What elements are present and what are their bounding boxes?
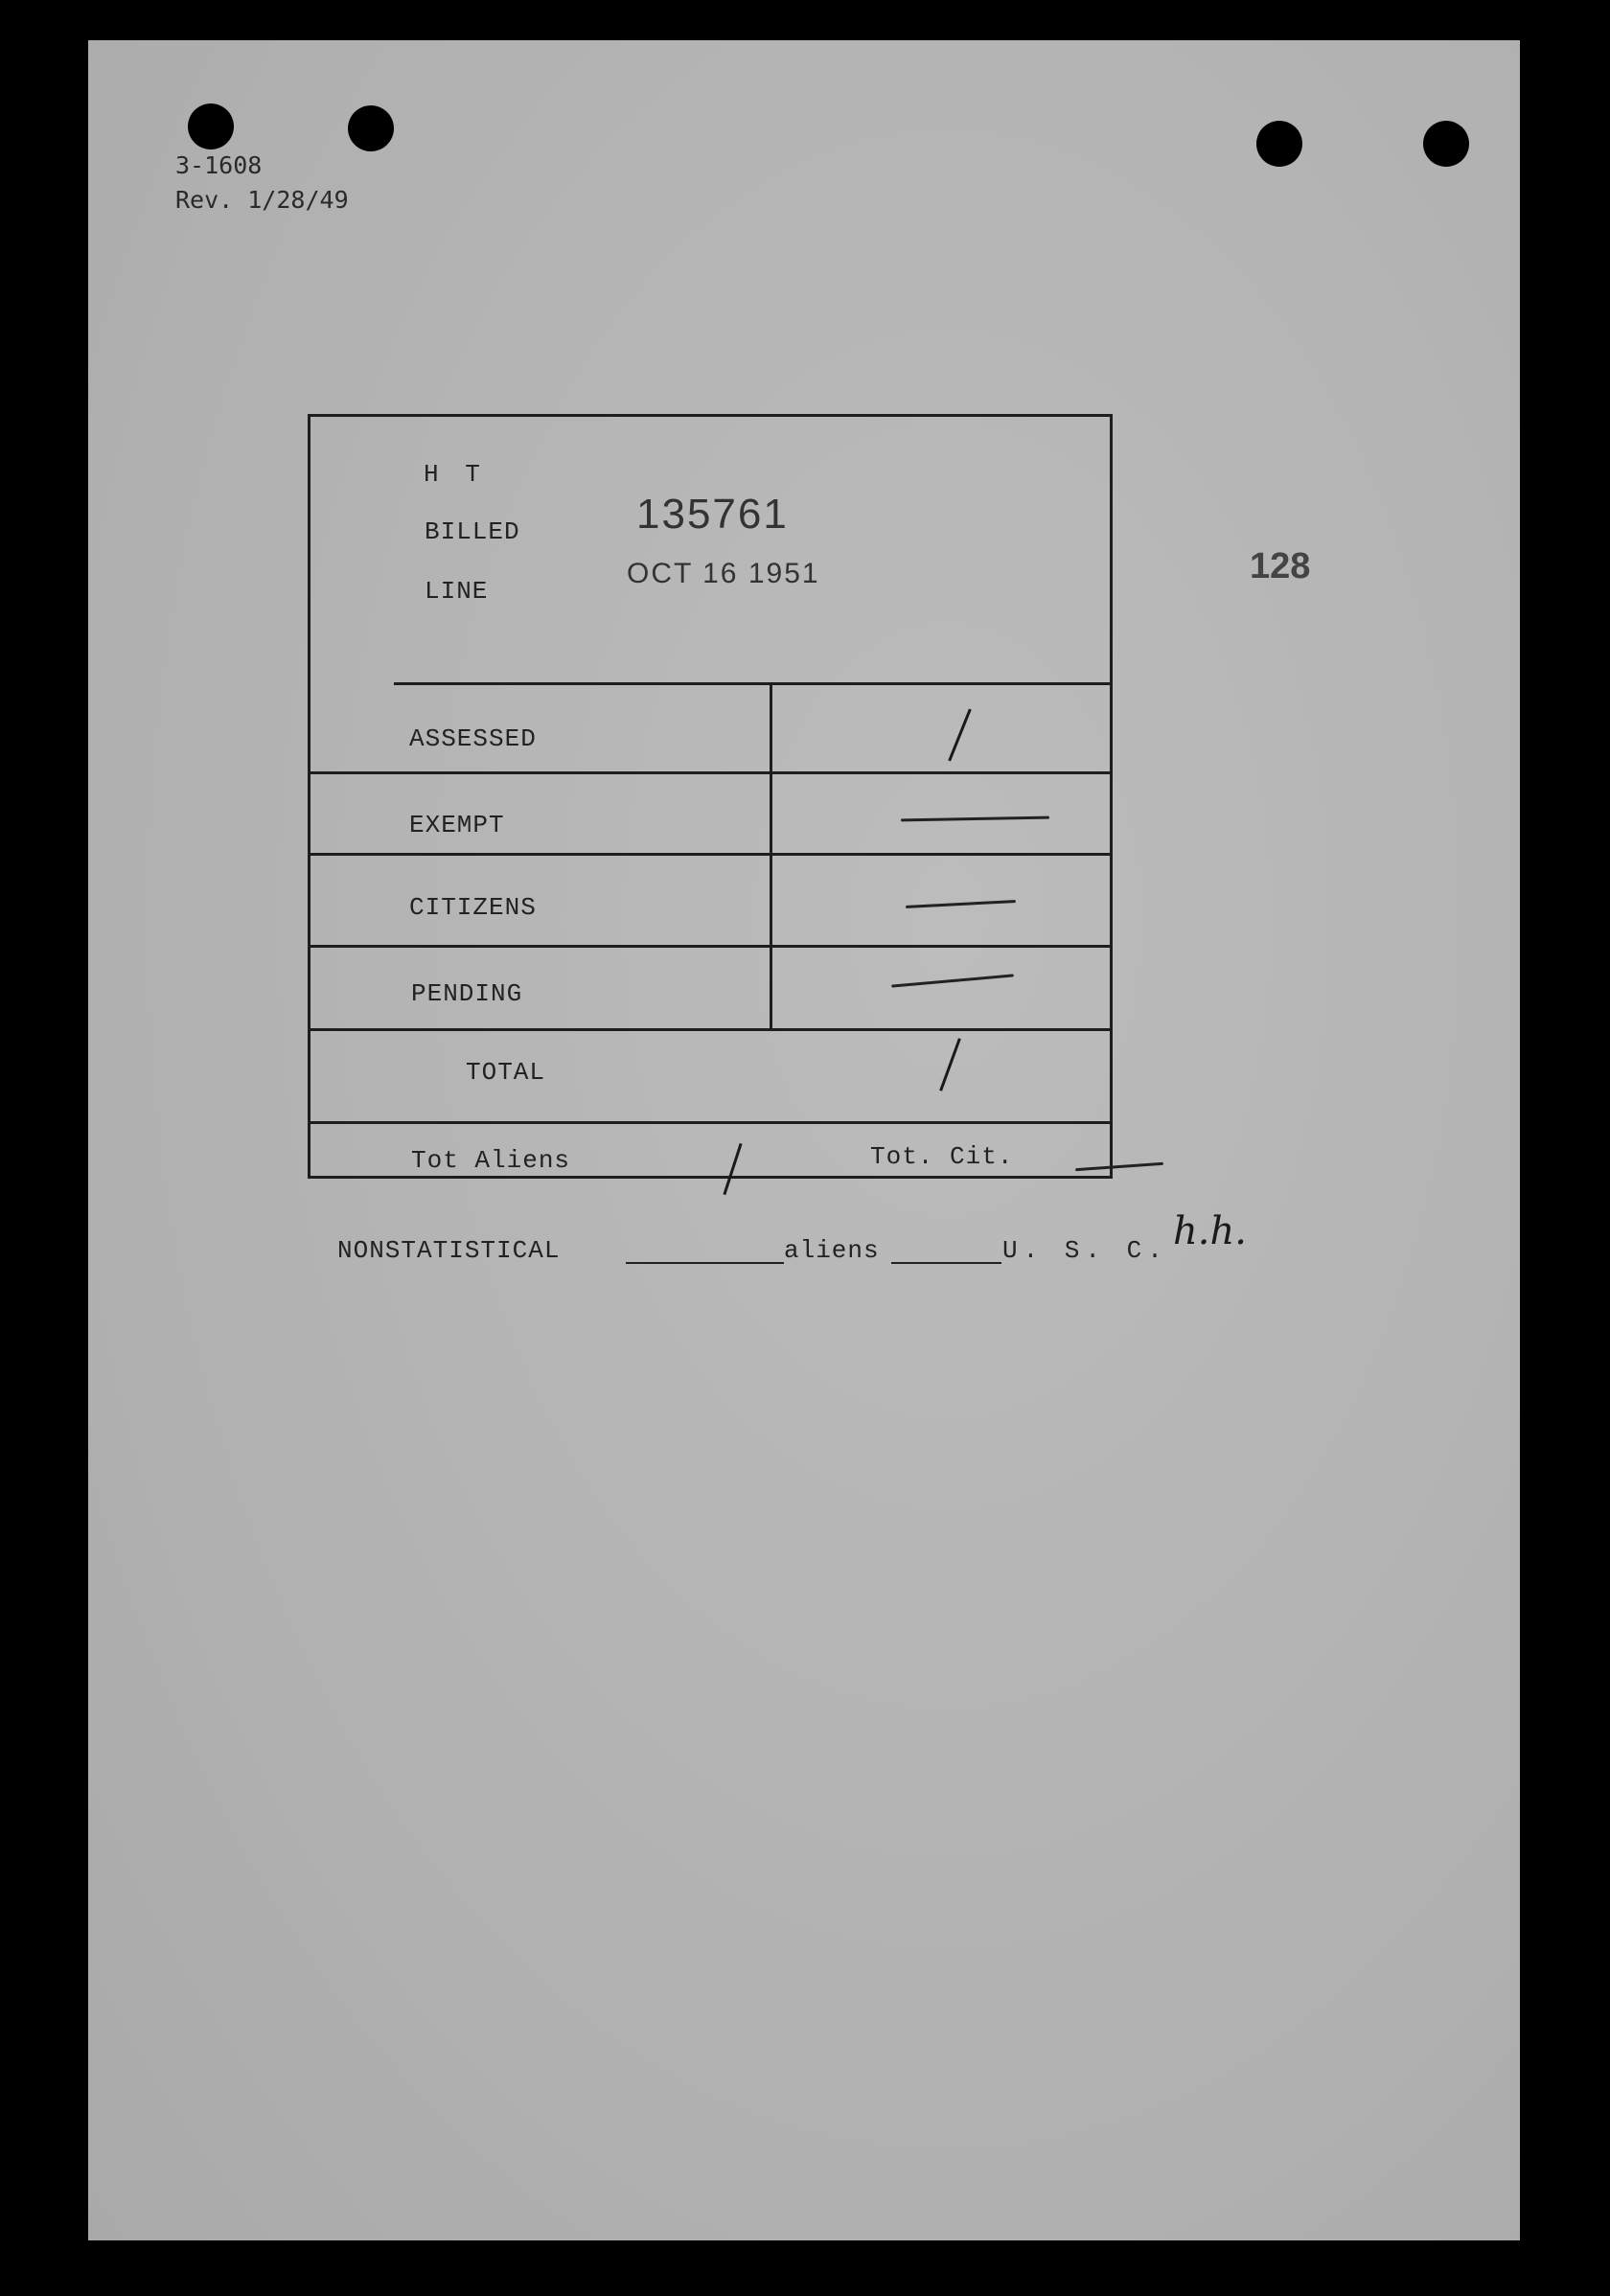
aliens-blank xyxy=(891,1262,1001,1264)
column-divider xyxy=(770,682,772,1028)
row-label-pending: PENDING xyxy=(411,979,523,1008)
divider-row-3 xyxy=(308,945,1113,948)
line-label: LINE xyxy=(425,577,489,606)
divider-row-1 xyxy=(308,771,1113,774)
aliens-label: aliens xyxy=(784,1236,880,1265)
row-label-citizens: CITIZENS xyxy=(409,893,537,922)
divider-row-4 xyxy=(308,1028,1113,1031)
divider-row-5 xyxy=(308,1121,1113,1124)
punch-hole-right-2 xyxy=(1423,121,1469,167)
nonstatistical-blank xyxy=(626,1262,784,1264)
form-number: 3-1608 xyxy=(175,151,263,179)
punch-hole-left-1 xyxy=(188,103,234,149)
total-label: TOTAL xyxy=(466,1058,546,1087)
billed-number: 135761 xyxy=(636,491,789,538)
divider-row-2 xyxy=(308,853,1113,856)
nonstatistical-label: NONSTATISTICAL xyxy=(337,1236,561,1265)
punch-hole-right-1 xyxy=(1256,121,1302,167)
page-number: 128 xyxy=(1250,546,1311,586)
form-revision: Rev. 1/28/49 xyxy=(175,186,349,214)
line-date-stamp: OCT 16 1951 xyxy=(627,558,820,589)
row-label-exempt: EXEMPT xyxy=(409,811,505,839)
header-code: H T xyxy=(424,460,486,489)
row-label-assessed: ASSESSED xyxy=(409,724,537,753)
billed-label: BILLED xyxy=(425,517,520,546)
punch-hole-left-2 xyxy=(348,105,394,151)
tot-cit-label: Tot. Cit. xyxy=(870,1142,1014,1171)
initials-signature: h.h. xyxy=(1173,1209,1247,1253)
usc-label: U. S. C. xyxy=(1002,1236,1168,1265)
tot-aliens-label: Tot Aliens xyxy=(411,1146,571,1175)
divider-header xyxy=(394,682,1111,685)
